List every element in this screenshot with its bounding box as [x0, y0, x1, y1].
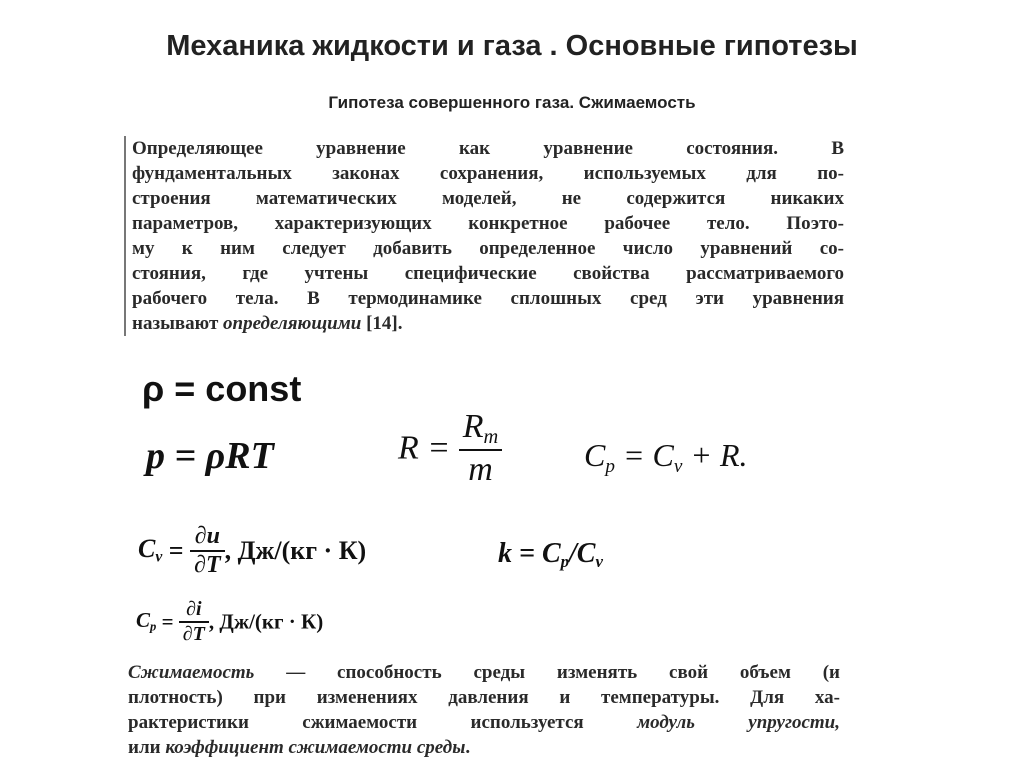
italic-term: Сжимаемость: [128, 662, 255, 683]
italic-term: определяющими: [223, 313, 362, 334]
symbol: =: [162, 536, 184, 565]
symbol: /C: [569, 538, 596, 569]
paragraph-line: му к ним следует добавить определенное число уравнений со-: [132, 238, 844, 259]
symbol: k = C: [498, 538, 561, 569]
paragraph-line: [128, 710, 840, 735]
formula-cp: [136, 598, 323, 646]
paragraph-line: строения математических моделей, не содержится никаких: [132, 188, 844, 209]
text: рактеристики сжимаемости используется: [128, 712, 638, 733]
unit: , Дж/(кг · К): [208, 609, 324, 634]
subscript: p: [560, 552, 570, 572]
denominator: ∂T: [194, 552, 221, 578]
formula-state-equation: p = ρRT: [146, 435, 274, 477]
text: — способность среды изменять свой объем (и: [254, 662, 840, 683]
symbol: = C: [614, 437, 674, 473]
symbol: + R.: [682, 437, 748, 473]
paragraph-line: параметров, характеризующих конкретное рабочее тело. Поэто-: [132, 213, 844, 234]
paragraph-line: рабочего тела. В термодинамике сплошных сред эти уравнения: [132, 288, 844, 309]
compressibility-paragraph: [128, 660, 840, 760]
italic-term: коэффициент сжимаемости среды: [165, 737, 466, 758]
unit: , Дж/(кг · К): [224, 536, 367, 565]
paragraph-line: Определяющее уравнение как уравнение состояния. В: [132, 138, 844, 159]
numerator: ∂u: [190, 523, 225, 552]
paragraph-line: [128, 735, 840, 760]
symbol: C: [136, 607, 151, 632]
subscript: m: [483, 426, 499, 449]
denominator: ∂T: [182, 623, 205, 645]
formula-mayer-relation: [584, 437, 748, 478]
text: или: [128, 737, 166, 758]
symbol: C: [138, 533, 156, 563]
subscript: p: [150, 619, 157, 634]
formula-cv: [138, 523, 366, 579]
fraction: [459, 408, 503, 489]
formula-adiabatic-index: [498, 538, 603, 572]
citation: [14].: [361, 313, 403, 334]
text: .: [465, 737, 471, 758]
page-title: Механика жидкости и газа . Основные гипотезы: [166, 30, 858, 62]
formula-density-constant: ρ = const: [142, 368, 302, 409]
denominator: m: [468, 451, 493, 489]
paragraph-line: фундаментальных законах сохранения, используемых для по-: [132, 163, 844, 184]
paragraph-line: [132, 311, 844, 336]
subscript: v: [595, 552, 603, 572]
page-subtitle: Гипотеза совершенного газа. Сжимаемость: [328, 93, 696, 112]
symbol: C: [584, 437, 606, 473]
paragraph-line: стояния, где учтены специфические свойства рассматриваемого: [132, 263, 844, 284]
fraction: [190, 523, 225, 579]
formula-gas-constant: [398, 408, 502, 489]
text: называют: [132, 313, 224, 334]
subscript: v: [673, 455, 683, 477]
numerator: [459, 408, 503, 451]
numerator: ∂i: [179, 598, 209, 623]
symbol: =: [156, 609, 174, 634]
paragraph-line: плотность) при изменениях давления и температуры. Для ха-: [128, 687, 840, 708]
subscript: p: [605, 455, 615, 477]
paragraph-line: [128, 660, 840, 685]
symbol: R: [462, 408, 484, 445]
italic-term: модуль упругости,: [637, 712, 841, 733]
state-equation-paragraph: [124, 136, 844, 336]
fraction: [179, 598, 209, 646]
formula-lhs: R =: [398, 429, 451, 467]
subscript: v: [155, 548, 163, 566]
